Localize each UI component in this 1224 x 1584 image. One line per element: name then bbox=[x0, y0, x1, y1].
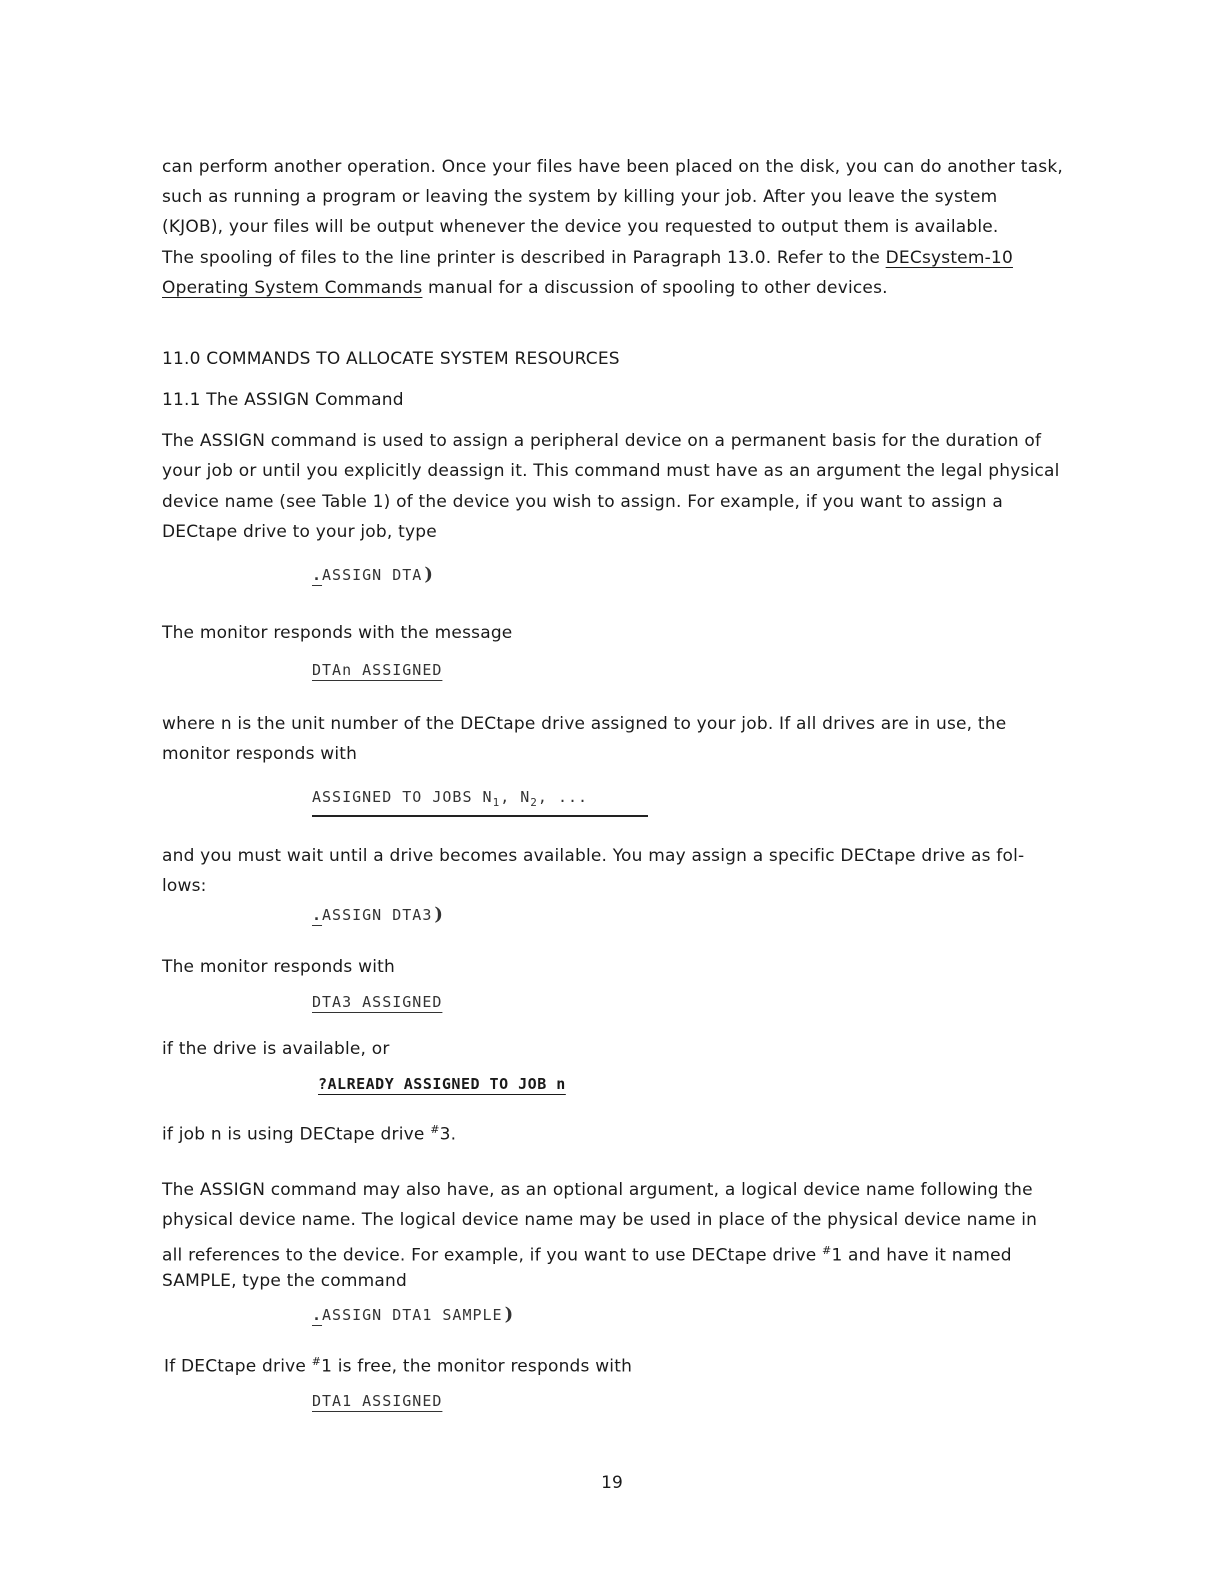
if-available-text: if the drive is available, or bbox=[162, 1039, 390, 1059]
command-text: ASSIGN DTA3 bbox=[322, 906, 433, 924]
if-job-text bbox=[162, 1119, 456, 1146]
intro-line-1: can perform another operation. Once your files have been placed on the disk, you can do another task, bbox=[162, 157, 1063, 177]
intro-text: manual for a discussion of spooling to other devices. bbox=[422, 278, 888, 298]
response-text: , ... bbox=[537, 788, 589, 806]
body-text: 3. bbox=[439, 1124, 457, 1145]
monitor-message-text: The monitor responds with the message bbox=[162, 623, 513, 643]
underline-rule bbox=[312, 815, 648, 817]
manual-title-link-cont: Operating System Commands bbox=[162, 278, 423, 298]
command-text: ASSIGN DTA bbox=[322, 566, 423, 584]
subsection-heading: 11.1 The ASSIGN Command bbox=[162, 390, 404, 410]
manual-title-link: DECsystem-10 bbox=[885, 248, 1013, 268]
section-heading: 11.0 COMMANDS TO ALLOCATE SYSTEM RESOURCES bbox=[162, 349, 620, 369]
intro-text: The spooling of files to the line printer is described in Paragraph 13.0. Refer to the bbox=[162, 248, 886, 268]
response-3: DTA3 ASSIGNED bbox=[312, 993, 443, 1011]
intro-line-3: (KJOB), your files will be output whenever the device you requested to output them is available. bbox=[162, 217, 999, 237]
intro-line-2: such as running a program or leaving the system by killing your job. After you leave the system bbox=[162, 187, 998, 207]
number-sign: # bbox=[822, 1244, 832, 1257]
body-text: all references to the device. For example, if you want to use DECtape drive bbox=[162, 1245, 823, 1266]
para1-line-2: your job or until you explicitly deassign it. This command must have as an argument the legal physical bbox=[162, 461, 1060, 481]
command-example-2 bbox=[312, 905, 444, 925]
body-text: 1 is free, the monitor responds with bbox=[321, 1356, 633, 1377]
response-text: ASSIGNED TO JOBS N bbox=[312, 788, 493, 806]
number-sign: # bbox=[311, 1355, 322, 1368]
return-key-icon: ) bbox=[434, 904, 444, 925]
prompt-dot: . bbox=[312, 566, 323, 584]
command-example-1 bbox=[312, 565, 434, 585]
return-key-icon: ) bbox=[504, 1304, 515, 1325]
return-key-icon: ) bbox=[424, 564, 434, 585]
where-n-line-2: monitor responds with bbox=[162, 744, 358, 764]
para2-line-2: physical device name. The logical device name may be used in place of the physical device name in bbox=[162, 1210, 1038, 1230]
monitor-responds-text: The monitor responds with bbox=[162, 957, 395, 977]
response-2 bbox=[312, 787, 588, 813]
wait-line-2: lows: bbox=[162, 876, 207, 896]
subscript: 1 bbox=[492, 796, 501, 809]
response-5: DTA1 ASSIGNED bbox=[312, 1392, 443, 1410]
intro-line-5 bbox=[162, 277, 888, 299]
body-text: If DECtape drive bbox=[164, 1356, 312, 1377]
para2-line-3 bbox=[162, 1240, 1012, 1267]
response-4: ?ALREADY ASSIGNED TO JOB n bbox=[318, 1075, 566, 1093]
para2-line-1: The ASSIGN command may also have, as an optional argument, a logical device name following the bbox=[162, 1180, 1033, 1200]
command-example-3 bbox=[312, 1305, 514, 1325]
intro-line-4 bbox=[162, 247, 1013, 269]
body-text: if job n is using DECtape drive bbox=[162, 1124, 431, 1145]
para1-line-1: The ASSIGN command is used to assign a peripheral device on a permanent basis for the duration of bbox=[162, 431, 1042, 451]
prompt-dot: . bbox=[312, 906, 323, 924]
para2-line-5 bbox=[164, 1351, 632, 1378]
page-number: 19 bbox=[601, 1473, 623, 1493]
subscript: 2 bbox=[530, 796, 538, 809]
prompt-dot: . bbox=[312, 1306, 323, 1324]
response-text: , N bbox=[500, 788, 531, 806]
para1-line-3: device name (see Table 1) of the device you wish to assign. For example, if you want to assign a bbox=[162, 492, 1003, 512]
response-1: DTAn ASSIGNED bbox=[312, 661, 443, 679]
para1-line-4: DECtape drive to your job, type bbox=[162, 522, 437, 542]
where-n-line-1: where n is the unit number of the DECtape drive assigned to your job. If all drives are in use, the bbox=[162, 714, 1007, 734]
command-text: ASSIGN DTA1 SAMPLE bbox=[322, 1306, 503, 1324]
number-sign: # bbox=[430, 1123, 440, 1136]
body-text: 1 and have it named bbox=[831, 1245, 1012, 1266]
wait-line-1: and you must wait until a drive becomes available. You may assign a specific DECtape drive as fol- bbox=[162, 846, 1025, 866]
para2-line-4: SAMPLE, type the command bbox=[162, 1271, 408, 1291]
